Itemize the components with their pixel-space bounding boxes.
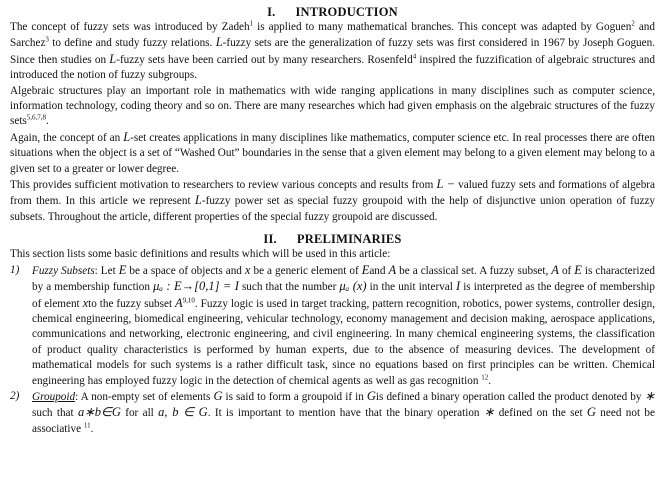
math-symbol: E <box>361 262 370 277</box>
intro-paragraph-2 <box>10 84 655 130</box>
math-expression: a, b ∈ G <box>158 405 208 420</box>
text-run: . <box>46 115 49 128</box>
text-run: be a generic element of <box>250 264 362 277</box>
text-run: in the unit interval <box>366 281 456 294</box>
list-marker: 2) <box>10 389 20 402</box>
text-run: to the fuzzy subset <box>88 297 176 310</box>
text-run: -fuzzy power set as special fuzzy groupoid with the help of disjunctive union operation of fuzzy subsets. Throughout the article, different properties of the special fuzzy groupoid are discussed. <box>10 195 655 223</box>
text-run: be a space of objects and <box>126 264 245 277</box>
document-page <box>10 0 655 437</box>
membership-value: μₐ (x) <box>339 279 367 294</box>
text-run: -fuzzy sets are the generalization of fuzzy sets was first considered in 1967 by Joseph Goguen. Since then studies on <box>10 37 656 66</box>
text-run: : A non-empty set of elements <box>75 390 214 403</box>
math-symbol: E <box>118 262 127 277</box>
text-run: Again, the concept of an <box>10 131 124 144</box>
citation: 11 <box>83 421 91 430</box>
section-heading-preliminaries <box>10 231 655 247</box>
text-run: is interpreted as the degree of membership of element <box>32 281 656 310</box>
math-symbol: L <box>215 35 223 50</box>
math-symbol: A <box>551 262 559 277</box>
intro-paragraph-1 <box>10 20 655 84</box>
math-symbol: L <box>123 129 131 144</box>
text-run: The concept of fuzzy sets was introduced by Zadeh <box>10 21 250 33</box>
math-symbol: A <box>388 262 397 277</box>
section-number: I. <box>267 5 276 19</box>
citation: 1 <box>249 19 254 28</box>
math-symbol: ∗ <box>644 388 656 403</box>
text-run: to define and study fuzzy relations. <box>48 37 216 50</box>
text-run: inspired the fuzzification of algebraic structures and introduced the notion of fuzzy subgroups. <box>10 53 655 82</box>
math-symbol: x <box>244 262 251 277</box>
section-heading-introduction <box>10 4 655 20</box>
prelim-lead: This section lists some basic definitions and results which will be used in this article: <box>10 248 391 261</box>
citation: 12 <box>481 372 489 381</box>
math-symbol: G <box>366 388 376 403</box>
math-symbol: L − <box>436 177 456 192</box>
math-symbol: x <box>82 295 89 310</box>
math-symbol: L <box>109 51 117 66</box>
math-symbol: ∗ <box>483 405 495 420</box>
citation: 5,6,7,8 <box>26 113 47 122</box>
text-run: . It is important to mention have that the binary operation <box>207 407 484 420</box>
text-run: and <box>369 264 389 277</box>
math-symbol: A <box>175 295 183 310</box>
math-symbol: G <box>586 405 596 420</box>
section-title: PRELIMINARIES <box>296 232 402 247</box>
membership-function: μₐ : E→[0,1] = I <box>153 279 239 294</box>
text-run: is defined a binary operation called the product denoted by <box>375 390 645 403</box>
intro-paragraph-4 <box>10 177 655 225</box>
text-run: -fuzzy sets have been carried out by many researchers. Rosenfeld <box>116 53 413 66</box>
text-run: of <box>558 264 575 277</box>
definition-fuzzy-subsets <box>10 263 655 389</box>
text-run: valued fuzzy sets and formations of algebra from them. In this article we represent <box>10 179 655 208</box>
math-symbol: G <box>213 388 223 403</box>
text-run: -set creates applications in many disciplines like mathematics, computer science etc. In real processes there are often situations when the object is a set of “Washed Out” boundaries in the sense that a given element may belong to a given element may belong to a given set to a greater or lower degree. <box>10 131 655 175</box>
text-run: is characterized by a membership function <box>32 264 656 294</box>
text-run: such that <box>32 407 78 420</box>
text-run: is applied to many mathematical branches. This concept was adapted by Goguen <box>253 21 632 33</box>
list-marker: 1) <box>10 263 20 276</box>
definition-groupoid <box>10 389 655 437</box>
text-run: for all <box>120 407 159 420</box>
text-run: be a classical set. A fuzzy subset, <box>396 264 552 277</box>
text-run: This provides sufficient motivation to researchers to review various concepts and results from <box>10 179 437 192</box>
intro-paragraph-3 <box>10 130 655 177</box>
section-title: INTRODUCTION <box>295 5 398 19</box>
citation: 2 <box>631 19 635 28</box>
text-run: . Fuzzy logic is used in target tracking, pattern recognition, robotics, power systems, controller design, chemical engineering, biomedical engineering, vehicular technology, economy management and decision making, aerospace applications, communications and networking, electronic engineering, and civil engineering. In many chemical engineering systems, the classification of product quality characteristics is performed by human experts, due to the absence of measuring devices. The development of mathematical models for such systems is a rather difficult task, since no equations based on first principles can be written. Chemical engineering has employed fuzzy logic in the detection of chemical agents as well as gas recognition <box>32 297 655 387</box>
math-symbol: E <box>574 262 582 277</box>
text-run: . <box>488 374 492 387</box>
citation: 9,10 <box>182 295 195 304</box>
section-number: II. <box>263 232 277 247</box>
text-run: is said to form a groupoid if in <box>222 390 367 403</box>
text-run: and Sarchez <box>10 21 655 50</box>
text-run: . <box>90 422 94 435</box>
citation: 3 <box>45 35 49 44</box>
citation: 4 <box>412 52 417 61</box>
math-expression: a∗b∈G <box>77 405 121 420</box>
text-run: : Let <box>94 264 119 277</box>
text-run: need not be associative <box>32 407 655 435</box>
math-symbol: I <box>455 279 461 294</box>
text-run: defined on the set <box>494 407 587 420</box>
text-run: Algebraic structures play an important role in mathematics with wide ranging applications in many disciplines such as computer science, information technology, coding theory and so on. There are many researches which had given emphasis on the algebraic structures of the fuzzy sets <box>10 84 655 128</box>
definition-term: Groupoid <box>32 390 76 403</box>
math-symbol: L <box>194 193 202 208</box>
definition-term: Fuzzy Subsets <box>32 264 95 277</box>
text-run: such that the number <box>238 281 340 294</box>
